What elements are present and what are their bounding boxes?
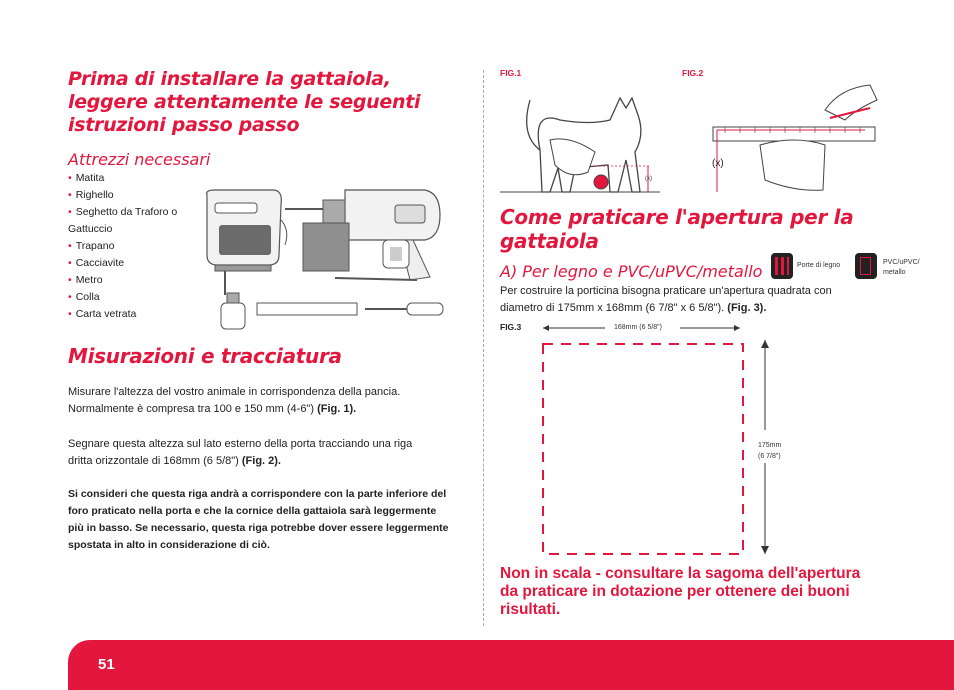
column-divider [483,70,484,626]
tool-item: • Carta vetrata [68,306,188,323]
fig3-label: FIG.3 [500,322,522,332]
footer-bar [68,640,954,690]
tool-item: • Righello [68,187,188,204]
glue-icon [221,293,245,329]
sandpaper-icon [303,223,349,271]
fig1-ref: (Fig. 1). [317,403,357,415]
tools-illustration [195,185,445,330]
fig3-width-label: 168mm (6 5/8") [614,324,663,331]
tool-item: • Trapano [68,238,188,255]
fig3-ref: (Fig. 3). [727,302,767,314]
measure-note: Si consideri che questa riga andrà a corrispondere con la parte inferiore del foro praticato nella porta e che la cornice della gattaiola sarà leggermente più in basso. Se necessario, questa riga potrebbe dover essere leggermente spostata in alto in considerazione di ciò. [68,488,449,551]
opening-title: Come praticare l'apertura per la gattaiola [500,205,854,253]
tool-item: • Metro [68,272,188,289]
measure-title: Misurazioni e tracciatura [68,344,342,368]
measure-paragraph-1 [68,384,438,418]
pvc-door-label [883,258,920,278]
fig2-label: FIG.2 [682,68,704,78]
wood-door-icon [771,253,793,279]
height-label-line1: 175mm [758,442,782,449]
pvc-label-line2: metallo [883,269,906,276]
tool-item: • Cacciavite [68,255,188,272]
tools-list [68,170,188,323]
measure-paragraph-2 [68,436,438,470]
fig1-label: FIG.1 [500,68,522,78]
page-heading: Prima di installare la gattaiola, leggere attentamente le seguenti istruzioni passo passo [68,68,421,136]
fig3-height-label [758,440,781,462]
fig2-ruler-illustration [705,80,885,195]
page-number: 51 [98,656,115,673]
opening-text [500,283,870,317]
fig1-x-label: (x) [645,176,652,182]
ruler-icon [257,303,357,315]
scale-warning: Non in scala - consultare la sagoma dell'apertura da praticare in dotazione per ottenere dei buoni risultati. [500,565,861,618]
tape-measure-icon [383,240,409,268]
tool-item: • Colla [68,289,188,306]
pencil-icon [335,278,417,280]
tool-item: • Matita [68,170,188,187]
tools-title: Attrezzi necessari [68,150,211,169]
jigsaw-icon [207,190,287,295]
pvc-label-line1: PVC/uPVC/ [883,259,920,266]
fig1-cat-illustration [500,80,660,198]
measure-text-1: Misurare l'altezza del vostro animale in corrispondenza della pancia. Normalmente è compresa tra 100 e 150 mm (4-6") [68,386,401,415]
opening-subtitle: A) Per legno e PVC/uPVC/metallo [500,262,763,281]
screwdriver-icon [365,303,443,315]
fig3-cutout-diagram [535,318,785,563]
pvc-door-icon [855,253,877,279]
fig2-ref: (Fig. 2). [241,455,281,467]
wood-door-label: Porte di legno [797,262,841,269]
opening-description: Per costruire la porticina bisogna praticare un'apertura quadrata con diametro di 175mm x 168mm (6 7/8" x 6 5/8"). [500,285,832,314]
height-label-line2: (6 7/8") [758,453,781,460]
measure-text-2: Segnare questa altezza sul lato esterno della porta tracciando una riga dritta orizzontale di 168mm (6 5/8") [68,438,413,467]
fig2-x-label: (x) [712,158,724,169]
tool-item: • Seghetto da Traforo o Gattuccio [68,204,188,238]
